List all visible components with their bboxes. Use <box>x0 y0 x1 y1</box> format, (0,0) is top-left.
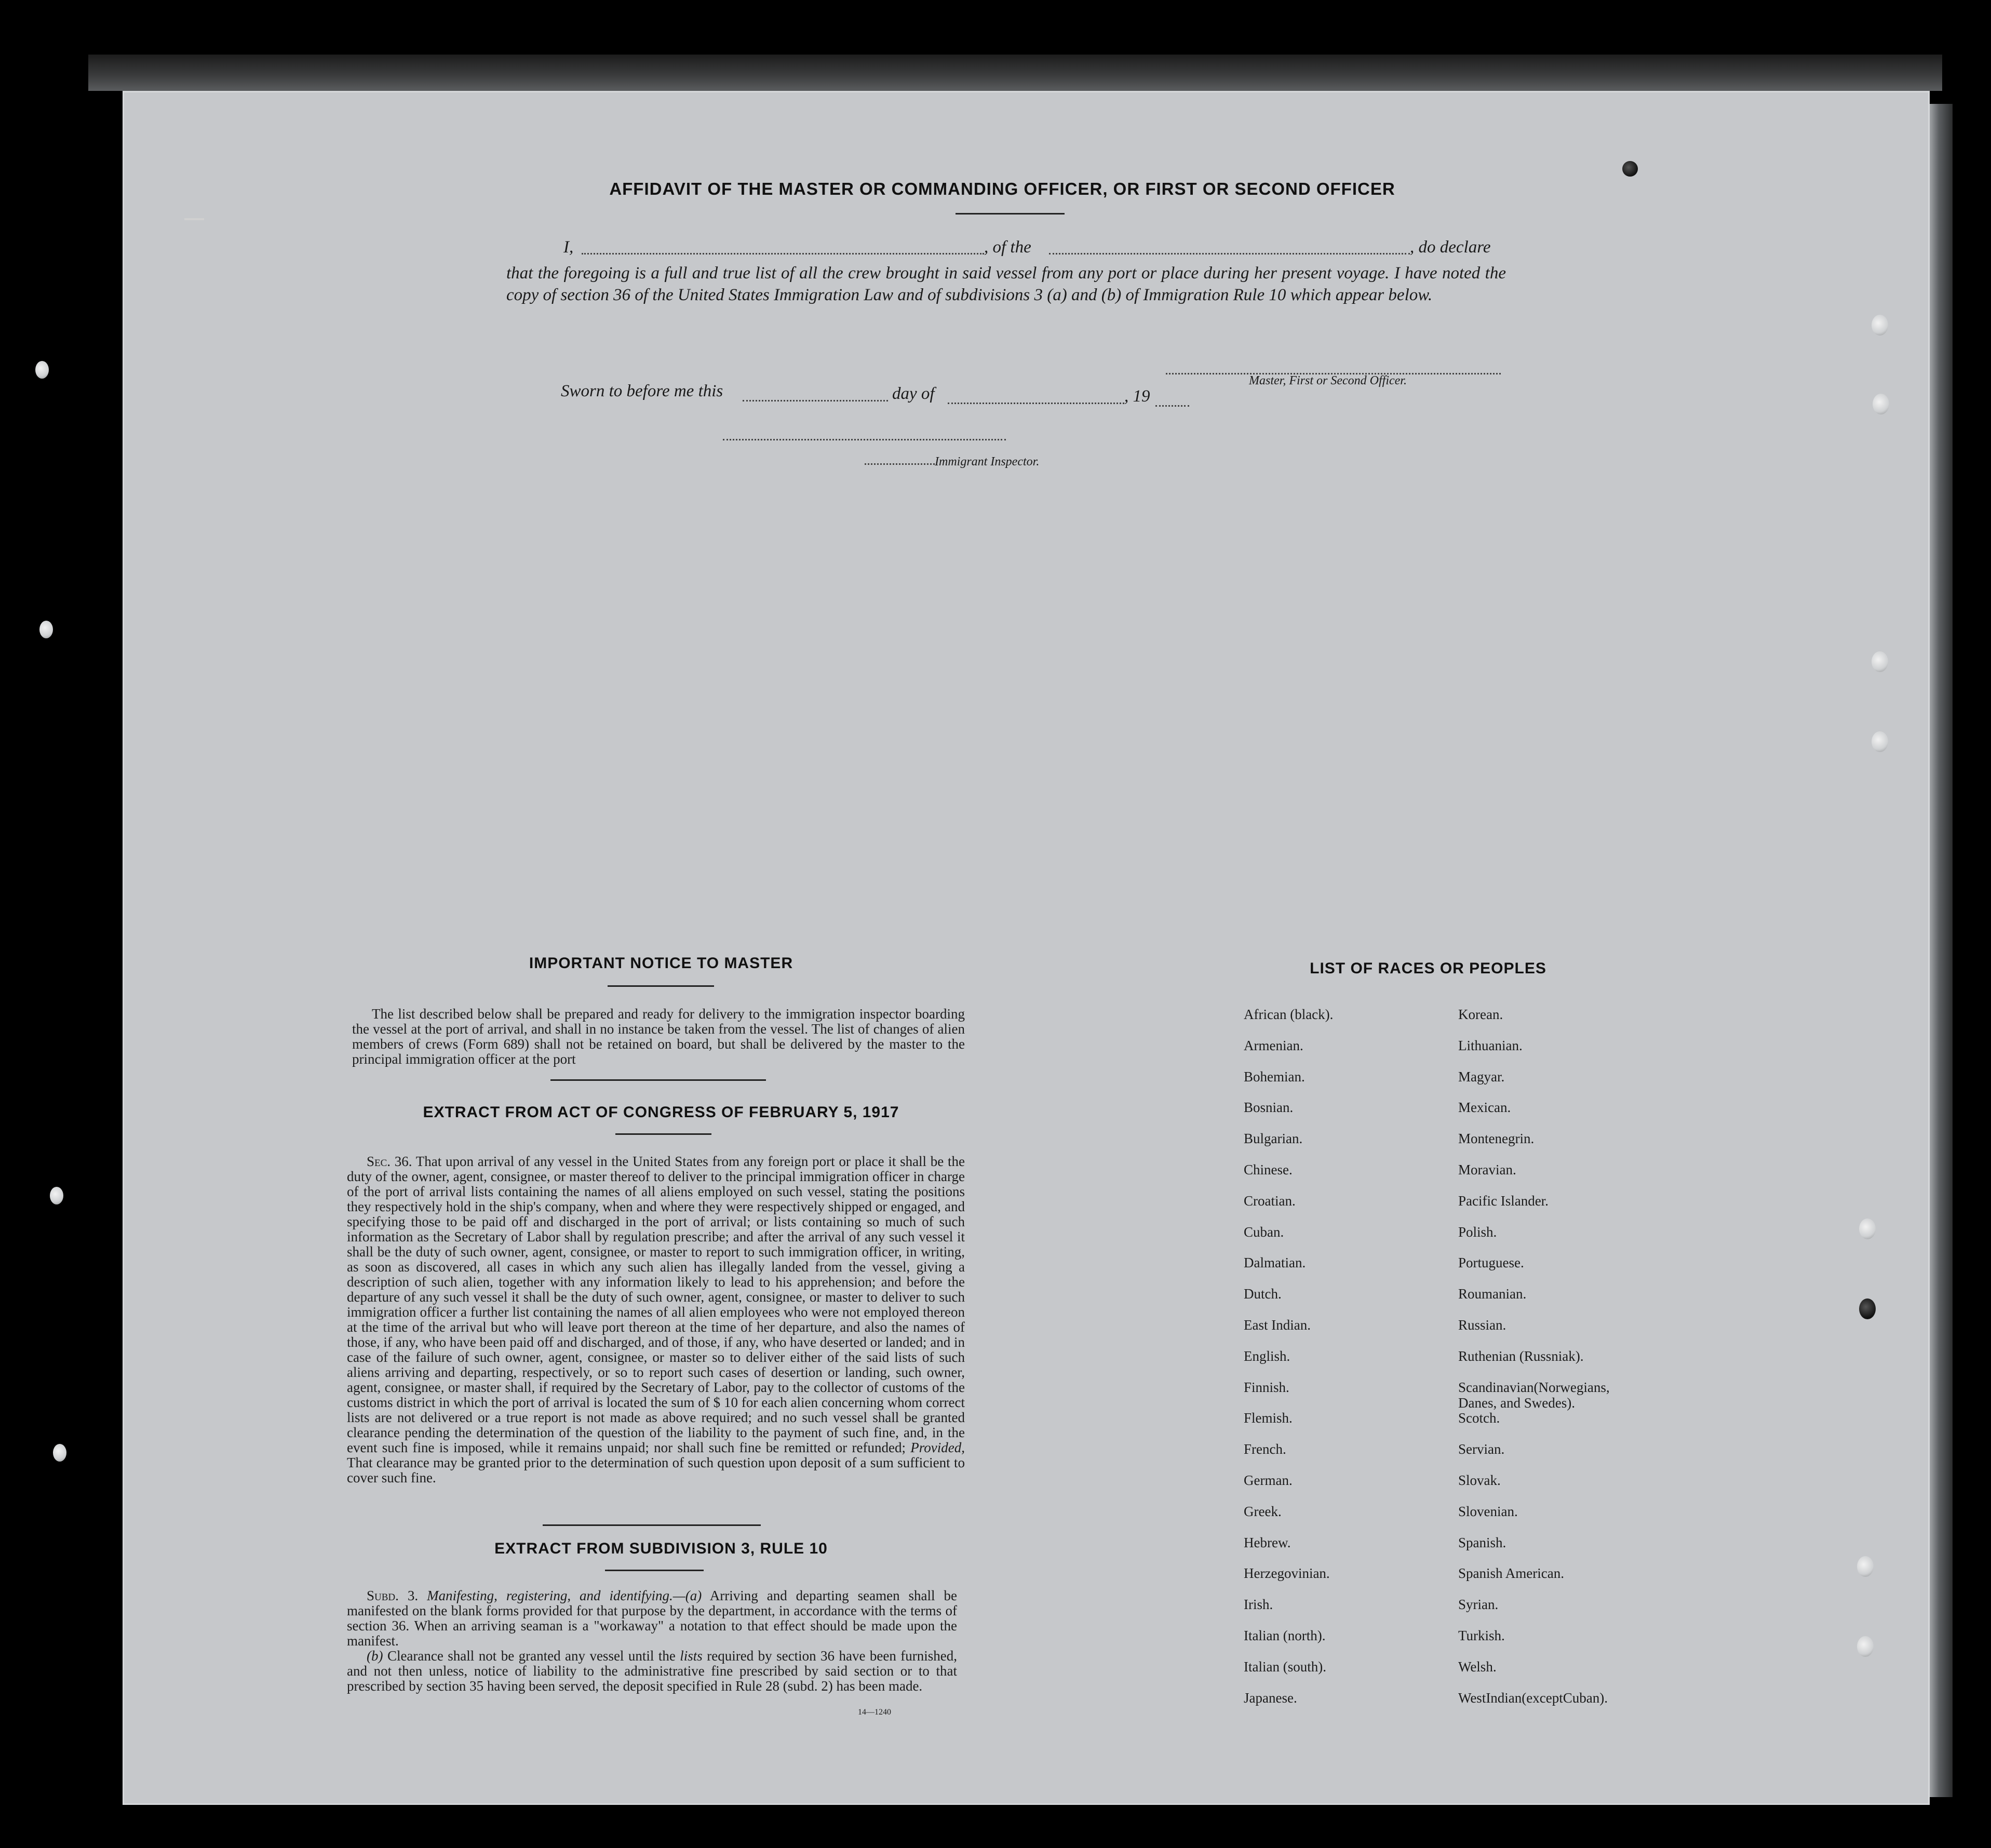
margin-mark <box>184 218 204 220</box>
vessel-name-field[interactable] <box>1049 253 1410 255</box>
race-list-item: French. <box>1244 1441 1286 1457</box>
punch-hole <box>1622 161 1638 177</box>
race-list-item: Slovenian. <box>1458 1503 1518 1519</box>
para-b-label: (b) <box>367 1648 383 1664</box>
race-list-item: Armenian. <box>1244 1037 1303 1053</box>
punch-hole <box>1859 1218 1876 1239</box>
punch-hole <box>53 1444 66 1462</box>
affidavit-declaration <box>506 236 1506 306</box>
punch-hole <box>1872 315 1888 336</box>
sworn-month-field[interactable] <box>948 403 1124 404</box>
declaration-blank-line <box>506 236 1506 262</box>
subd-label: Subd. 3. <box>367 1588 419 1603</box>
races-column-1 <box>1244 1007 1431 1721</box>
race-list-item: Bulgarian. <box>1244 1131 1303 1147</box>
punch-hole <box>1873 394 1889 414</box>
race-list-item: Japanese. <box>1244 1690 1297 1706</box>
affidavit-title: AFFIDAVIT OF THE MASTER OR COMMANDING OFFICER, OR FIRST OR SECOND OFFICER <box>609 179 1395 198</box>
punch-hole <box>1872 651 1888 672</box>
declaration-of-the: , of the <box>984 238 1031 257</box>
race-list-item: East Indian. <box>1244 1317 1311 1333</box>
sworn-day-field[interactable] <box>743 400 888 401</box>
provided-label: Provided, <box>910 1440 965 1455</box>
race-list-item: Croatian. <box>1244 1193 1296 1209</box>
form-number: 14—1240 <box>858 1708 891 1717</box>
rule-extract-text <box>347 1588 957 1694</box>
act-extract-title: EXTRACT FROM ACT OF CONGRESS OF FEBRUARY 5, 1917 <box>423 1104 899 1121</box>
sworn-year-field[interactable] <box>1155 405 1189 407</box>
punch-hole <box>35 361 49 379</box>
declaration-text: that the foregoing is a full and true list of all the crew brought in said vessel from any port or place during her present voyage. I have noted the copy of section 36 of the United States Immigration Law and of subdivisions 3 (a) and (b) of Immigration Rule 10 which appear below. <box>506 264 1506 304</box>
act-extract-text <box>347 1154 965 1485</box>
rule-extract-title: EXTRACT FROM SUBDIVISION 3, RULE 10 <box>494 1540 828 1557</box>
notice-text: The list described below shall be prepared and ready for delivery to the immigration inspector boarding the vessel at the port of arrival, and shall in no instance be taken from the vessel. The list of changes of alien members of crews (Form 689) shall not be retained on board, but shall be delivered by the master to the principal immigration officer at the port <box>352 1006 965 1067</box>
race-list-item: Chinese. <box>1244 1161 1293 1177</box>
notice-divider <box>550 1079 766 1081</box>
inspector-caption-leader <box>865 463 935 465</box>
subd-heading: Manifesting, registering, and identifying.—(a) <box>427 1588 702 1603</box>
para-a-text: Arriving and departing seamen shall be manifested on the blank forms provided for that purpose by the department, in accordance with the terms of section 36. When an arriving seaman is a "workaway" a notation to that effect should be made upon the manifest. <box>347 1588 958 1649</box>
race-list-item: WestIndian(exceptCuban). <box>1458 1690 1608 1706</box>
act-divider <box>543 1524 761 1526</box>
rule-extract-rule <box>605 1570 704 1571</box>
inspector-signature-field[interactable] <box>723 439 1006 440</box>
race-list-item: Syrian. <box>1458 1597 1499 1613</box>
punch-hole <box>1859 1298 1876 1319</box>
punch-hole <box>1857 1556 1874 1577</box>
declaration-do-declare: , do declare <box>1410 238 1491 257</box>
race-list-item: English. <box>1244 1348 1290 1364</box>
section-label: Sec. 36. <box>367 1154 412 1169</box>
race-list-item: Scotch. <box>1458 1410 1500 1426</box>
race-list-item: Cuban. <box>1244 1224 1284 1240</box>
race-list-item: African (black). <box>1244 1007 1334 1022</box>
race-list-item: Montenegrin. <box>1458 1131 1535 1147</box>
race-list-item: Dalmatian. <box>1244 1255 1306 1271</box>
race-list-item: Spanish American. <box>1458 1565 1564 1582</box>
punch-hole <box>1872 731 1888 752</box>
declaration-i: I, <box>563 238 574 257</box>
section-36-text: That upon arrival of any vessel in the United States from any foreign port or place it shall be the duty of the owner, agent, consignee, or master thereof to deliver to the principal immigration officer in charge of the port of arrival lists containing the names of all aliens employed on such vessel, stating the positions they respectively hold in the ship's company, when and where they were respectively shipped or engaged, and specifying those to be paid off and discharged in the port of arrival; or lists containing so much of such information as the Secretary of Labor shall by regulation prescribe; and after the arrival of any such vessel it shall be the duty of such owner, agent, consignee, or master to report to such immigration officer, in writing, as soon as discovered, all cases in which any such alien has illegally landed from the vessel, giving a description of such alien, together with any information likely to lead to his apprehension; and before the departure of any such vessel it shall be the duty of such owner, agent, consignee, or master to deliver to such immigration officer a further list containing the names of all alien employees who were not employed thereon at the time of the arrival but who will leave port thereon at the time of her departure, and also the names of those, if any, who have been paid off and discharged, and of those, if any, who have deserted or landed; and in case of the failure of such owner, agent, consignee, or master so to deliver either of the said lists of such aliens arriving and departing, respectively, or so to report such cases of desertion or landing, such owner, agent, consignee, or master shall, if required by the Secretary of Labor, pay to the collector of customs of the customs district in which the port of arrival is located the sum of $ 10 for each alien concerning whom correct lists are not delivered or a true report is not made as above required; and no such vessel shall be granted clearance pending the determination of the question of the liability to the payment of such fine, and, in the event such fine is imposed, while it remains unpaid; nor shall such fine be remitted or refunded; <box>347 1154 965 1455</box>
race-list-item: Greek. <box>1244 1503 1282 1519</box>
race-list-item: Slovak. <box>1458 1472 1501 1488</box>
race-list-item: Pacific Islander. <box>1458 1193 1549 1209</box>
race-list-item: Ruthenian (Russniak). <box>1458 1348 1584 1364</box>
race-list-item: Italian (north). <box>1244 1627 1326 1643</box>
race-list-item: Servian. <box>1458 1441 1505 1457</box>
race-list-item: Dutch. <box>1244 1286 1282 1302</box>
race-list-item: Finnish. <box>1244 1379 1289 1395</box>
race-list-item: Lithuanian. <box>1458 1037 1523 1053</box>
race-list-item: Bosnian. <box>1244 1100 1294 1116</box>
notice-title: IMPORTANT NOTICE TO MASTER <box>529 955 793 972</box>
punch-hole <box>39 621 53 638</box>
race-list-item: Scandinavian(Norwegians, Danes, and Swedes). <box>1458 1379 1610 1411</box>
sworn-year: , 19 <box>1124 387 1150 406</box>
inspector-caption: Immigrant Inspector. <box>935 455 1040 468</box>
para-b-text-1: Clearance shall not be granted any vessel until the <box>387 1648 676 1664</box>
race-list-item: Turkish. <box>1458 1627 1505 1643</box>
race-list-item: Polish. <box>1458 1224 1497 1240</box>
master-name-field[interactable] <box>582 253 984 255</box>
race-list-item: Portuguese. <box>1458 1255 1524 1271</box>
race-list-item: Magyar. <box>1458 1068 1505 1084</box>
race-list-item: Roumanian. <box>1458 1286 1527 1302</box>
para-b-text-2: required by section 36 have been furnished, and not then unless, notice of liability to the administrative fine prescribed by said section or to that prescribed by section 35 having been served, the deposit specified in Rule 28 (subd. 2) has been made. <box>347 1648 958 1694</box>
race-list-item: German. <box>1244 1472 1293 1488</box>
para-b-lists: lists <box>680 1648 703 1664</box>
race-list-item: Welsh. <box>1458 1658 1497 1675</box>
race-list-item: Irish. <box>1244 1597 1273 1613</box>
scan-top-shadow <box>88 55 1942 91</box>
race-list-item: Italian (south). <box>1244 1658 1326 1675</box>
act-rule <box>615 1133 711 1135</box>
sworn-day-of: day of <box>892 384 935 403</box>
title-rule <box>956 213 1065 215</box>
race-list-item: Spanish. <box>1458 1534 1506 1550</box>
punch-hole <box>1857 1636 1874 1657</box>
notice-rule <box>608 985 714 987</box>
race-list-item: Herzegovinian. <box>1244 1565 1330 1582</box>
race-list-item: Korean. <box>1458 1007 1503 1022</box>
race-list-item: Bohemian. <box>1244 1068 1305 1084</box>
races-column-2 <box>1458 1007 1676 1721</box>
page-edge-shadow <box>1930 104 1953 1797</box>
race-list-item: Moravian. <box>1458 1161 1516 1177</box>
race-list-item: Mexican. <box>1458 1100 1511 1116</box>
master-caption: Master, First or Second Officer. <box>1249 374 1407 387</box>
race-list-item: Flemish. <box>1244 1410 1293 1426</box>
race-list-item: Russian. <box>1458 1317 1506 1333</box>
race-list-item: Hebrew. <box>1244 1534 1291 1550</box>
races-title: LIST OF RACES OR PEOPLES <box>1310 960 1546 977</box>
sworn-prefix: Sworn to before me this <box>561 382 723 400</box>
provided-text: That clearance may be granted prior to the determination of such question upon deposit of a sum sufficient to cover such fine. <box>347 1455 965 1485</box>
punch-hole <box>50 1187 63 1204</box>
